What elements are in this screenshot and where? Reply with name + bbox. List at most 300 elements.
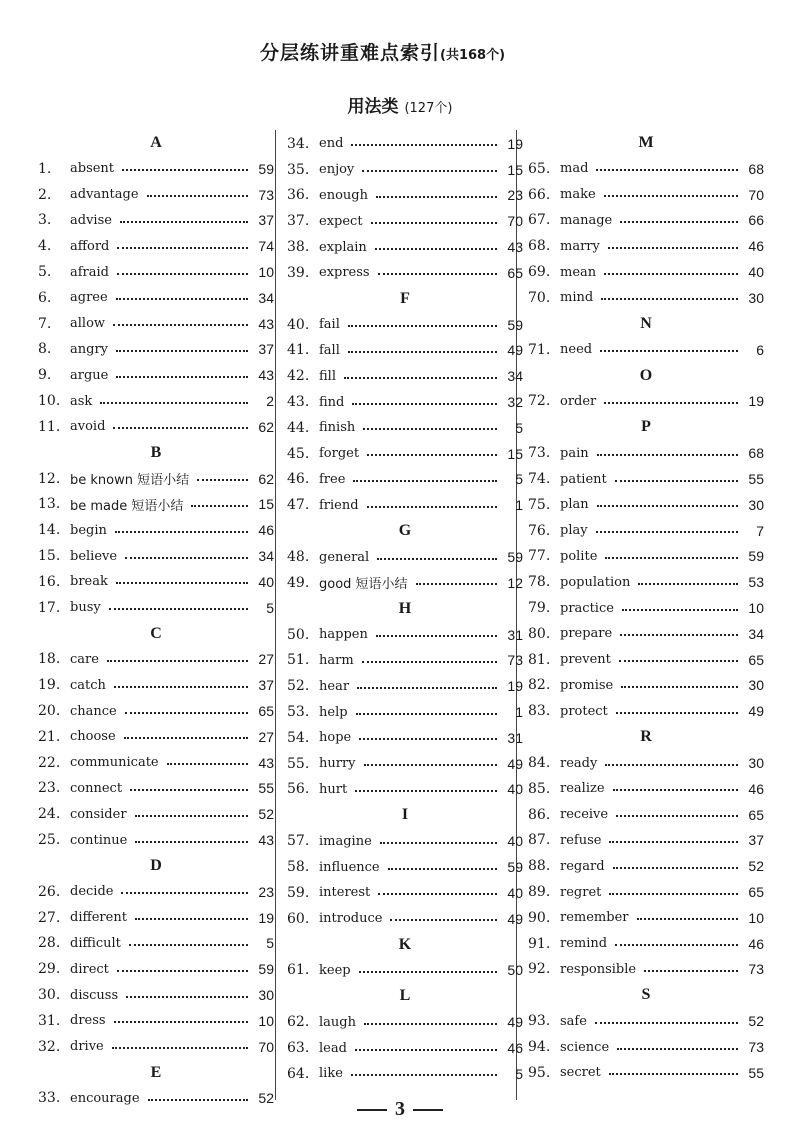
entry-word: happen [319,627,368,643]
entry-word: hope [319,730,352,746]
entry-number: 8. [38,341,52,358]
dot-leader [117,272,248,275]
entry-word: marry [560,238,600,254]
index-entry [287,673,523,699]
entry-word: expect [319,213,363,229]
index-entry [287,312,523,338]
index-entry [528,931,764,957]
letter-heading: I [401,806,409,824]
entry-number: 6. [38,289,52,306]
entry-page-number: 15 [507,161,523,178]
entry-page-number: 19 [507,678,523,695]
index-entry [528,595,764,621]
entry-page-number: 40 [507,884,523,901]
entry-number: 54. [287,729,310,746]
entry-number: 88. [528,858,551,875]
entry-page-number: 43 [258,367,274,384]
dot-leader [351,1073,497,1076]
entry-number: 18. [38,651,61,668]
index-entry [528,156,764,182]
index-entry [38,750,274,776]
entry-word: responsible [560,961,637,977]
dot-leader [619,659,738,662]
entry-word: busy [70,600,101,616]
index-column-1 [38,130,274,1111]
index-entry [287,1009,523,1035]
entry-page-number: 19 [258,909,274,926]
entry-word: need [560,342,593,358]
index-entry [38,492,274,518]
entry-number: 42. [287,368,310,385]
entry-word: pain [560,445,589,461]
entry-word: remind [560,936,608,952]
entry-page-number: 55 [748,471,764,488]
index-column-2 [287,131,523,1087]
index-entry [528,1034,764,1060]
entry-word: plan [560,497,589,513]
entry-page-number: 59 [507,549,523,566]
entry-word: connect [70,780,123,796]
entry-word: prevent [560,652,611,668]
entry-word: patient [560,471,607,487]
entry-number: 57. [287,833,310,850]
entry-word: encourage [70,1090,140,1106]
dot-leader [597,453,738,456]
index-entry [528,698,764,724]
index-entry [38,311,274,337]
entry-page-number: 1 [515,704,523,721]
dot-leader [601,297,738,300]
index-entry [38,388,274,414]
entry-page-number: 6 [756,341,764,358]
entry-word: imagine [319,833,372,849]
section-title [0,92,800,117]
entry-page-number: 37 [258,212,274,229]
entry-page-number: 40 [258,573,274,590]
entry-number: 71. [528,341,551,358]
entry-page-number: 30 [748,289,764,306]
index-entry [38,879,274,905]
index-entry [528,828,764,854]
index-entry [287,544,523,570]
entry-word: avoid [70,419,106,435]
entry-number: 58. [287,859,310,876]
entry-word: end [319,136,344,152]
index-entry [528,208,764,234]
entry-number: 76. [528,522,551,539]
entry-number: 26. [38,883,61,900]
letter-heading: N [640,314,652,332]
entry-page-number: 70 [258,1038,274,1055]
entry-page-number: 5 [266,935,274,952]
index-entry [528,285,764,311]
entry-page-number: 12 [507,574,523,591]
entry-word: lead [319,1040,347,1056]
entry-word: choose [70,729,116,745]
entry-page-number: 46 [748,238,764,255]
entry-word: promise [560,677,614,693]
dot-leader [112,1046,248,1049]
entry-word: believe [70,548,118,564]
entry-word: introduce [319,911,383,927]
entry-number: 64. [287,1065,310,1082]
entry-number: 34. [287,135,310,152]
index-entry [528,440,764,466]
index-entry [287,131,523,157]
dot-leader [114,685,248,688]
letter-heading: G [398,522,412,540]
dot-leader [113,426,248,429]
index-entry [287,725,523,751]
entry-page-number: 40 [507,833,523,850]
dot-leader [125,711,248,714]
index-entry [287,492,523,518]
index-entry [287,906,523,932]
entry-number: 48. [287,549,310,566]
entry-page-number: 34 [258,548,274,565]
entry-number: 85. [528,780,551,797]
entry-number: 17. [38,599,61,616]
index-entry [528,673,764,699]
letter-heading: A [150,134,162,151]
entry-page-number: 31 [507,729,523,746]
entry-page-number: 15 [507,445,523,462]
dot-leader [362,169,497,172]
dot-leader [604,194,738,197]
entry-page-number: 55 [258,780,274,797]
dot-leader [609,1072,738,1075]
dot-leader [114,1020,248,1023]
dot-leader [616,711,738,714]
index-entry [528,776,764,802]
entry-number: 14. [38,522,61,539]
index-entry [528,802,764,828]
entry-number: 16. [38,573,61,590]
entry-number: 29. [38,961,61,978]
dot-leader [609,840,738,843]
entry-word: chance [70,703,117,719]
dot-leader [355,789,497,792]
entry-number: 20. [38,703,61,720]
dot-leader [348,350,497,353]
index-entry [528,466,764,492]
dot-leader [617,1047,738,1050]
entry-word: hurt [319,781,348,797]
entry-word: play [560,523,588,539]
entry-word: laugh [319,1014,356,1030]
entry-number: 15. [38,548,61,565]
entry-page-number: 49 [748,703,764,720]
entry-number: 52. [287,678,310,695]
section-title-text: 用法类 [347,97,399,117]
dot-leader [353,479,497,482]
title-text: 分层练讲重难点索引 [260,42,441,64]
entry-page-number: 70 [507,213,523,230]
entry-word: protect [560,703,608,719]
entry-number: 51. [287,652,310,669]
index-entry [38,337,274,363]
index-entry [287,183,523,209]
entry-number: 30. [38,987,61,1003]
entry-word: safe [560,1013,587,1029]
index-entry [528,853,764,879]
letter-heading: O [639,366,653,384]
index-entry [38,801,274,827]
dot-leader [367,453,497,456]
entry-page-number: 55 [748,1064,764,1081]
entry-number: 27. [38,909,61,926]
entry-word: prepare [560,626,613,642]
entry-page-number: 31 [507,626,523,643]
index-entry [38,595,274,621]
index-entry [38,259,274,285]
entry-number: 73. [528,445,551,462]
dot-leader [117,969,248,972]
entry-page-number: 40 [507,781,523,798]
dot-leader [135,840,248,843]
entry-number: 79. [528,600,551,617]
entry-word: find [319,394,345,410]
dot-leader [376,195,497,198]
entry-page-number: 23 [507,187,523,204]
entry-word: continue [70,832,128,848]
entry-word: begin [70,522,107,538]
index-entry [528,389,764,415]
letter-heading: F [400,289,410,307]
entry-word: good 短语小结 [319,577,408,593]
entry-number: 74. [528,471,551,488]
entry-number: 43. [287,394,310,411]
entry-page-number: 34 [258,289,274,306]
entry-word: break [70,574,108,590]
index-entry [38,956,274,982]
entry-word: science [560,1039,610,1055]
entry-number: 31. [38,1012,61,1029]
dot-leader [135,814,248,817]
entry-number: 46. [287,471,310,488]
entry-page-number: 49 [507,342,523,359]
entry-page-number: 43 [258,315,274,332]
entry-word: enjoy [319,162,355,178]
entry-word: decide [70,884,114,900]
entry-word: absent [70,161,115,177]
dot-leader [356,712,497,715]
entry-page-number: 7 [756,522,764,539]
dot-leader [357,686,497,689]
entry-number: 84. [528,755,551,772]
entry-number: 23. [38,780,61,797]
entry-page-number: 43 [258,832,274,849]
dot-leader [130,788,248,791]
index-entry [528,569,764,595]
dot-leader [615,943,738,946]
entry-page-number: 74 [258,238,274,255]
entry-number: 65. [528,160,551,177]
dot-leader [117,246,248,249]
entry-number: 3. [38,212,52,229]
entry-word: harm [319,652,354,668]
entry-page-number: 59 [258,961,274,978]
entry-page-number: 59 [748,548,764,565]
index-entry [38,233,274,259]
dot-leader [377,557,497,560]
index-entry [38,672,274,698]
entry-word: regret [560,884,602,900]
entry-word: like [319,1066,343,1082]
entry-number: 69. [528,264,551,281]
entry-number: 49. [287,574,310,591]
entry-page-number: 50 [507,962,523,979]
entry-number: 83. [528,703,551,720]
letter-heading: E [150,1063,162,1081]
entry-number: 89. [528,884,551,901]
dot-leader [416,582,497,585]
entry-number: 24. [38,806,61,823]
index-entry [38,905,274,931]
dot-leader [613,866,738,869]
entry-page-number: 34 [507,368,523,385]
index-entry [528,182,764,208]
entry-page-number: 27 [258,651,274,668]
dot-leader [116,349,248,352]
title-total-count: (共168个) [440,48,506,63]
entry-number: 1. [38,160,52,177]
entry-number: 41. [287,342,310,359]
entry-word: regard [560,858,605,874]
dot-leader [120,220,248,223]
letter-heading: H [398,599,412,617]
index-entry [287,363,523,389]
dot-leader [364,1022,497,1025]
letter-heading: M [638,134,654,151]
entry-page-number: 73 [748,961,764,978]
entry-word: fail [319,317,340,333]
entry-page-number: 65 [258,703,274,720]
dot-leader [126,995,248,998]
index-entry [38,543,274,569]
entry-number: 32. [38,1038,61,1055]
letter-heading: K [398,935,412,953]
dot-leader [115,530,248,533]
dot-leader [113,323,248,326]
dot-leader [147,194,248,197]
index-entry [38,1034,274,1060]
entry-page-number: 68 [748,445,764,462]
index-entry [287,622,523,648]
entry-word: afford [70,238,110,254]
entry-page-number: 30 [748,755,764,772]
page-footer [0,1098,800,1121]
entry-word: influence [319,859,380,875]
entry-page-number: 10 [748,909,764,926]
entry-page-number: 5 [515,1065,523,1082]
entry-number: 68. [528,238,551,255]
entry-number: 77. [528,548,551,565]
entry-number: 86. [528,806,551,823]
dot-leader [604,272,738,275]
entry-word: angry [70,341,109,357]
dot-leader [597,504,738,507]
dot-leader [116,581,248,584]
entry-page-number: 30 [748,677,764,694]
entry-number: 35. [287,161,310,178]
entry-page-number: 43 [507,239,523,256]
entry-page-number: 19 [507,135,523,152]
dot-leader [197,478,248,481]
entry-page-number: 43 [258,754,274,771]
dot-leader [107,659,248,662]
index-entry [287,854,523,880]
dot-leader [364,763,497,766]
entry-word: refuse [560,832,602,848]
entry-number: 92. [528,961,551,978]
entry-number: 55. [287,755,310,772]
entry-page-number: 49 [507,755,523,772]
index-entry [287,828,523,854]
entry-page-number: 49 [507,910,523,927]
entry-word: direct [70,961,109,977]
dot-leader [390,918,497,921]
entry-page-number: 34 [748,625,764,642]
entry-word: mad [560,161,589,177]
entry-number: 87. [528,832,551,849]
entry-word: fill [319,368,336,384]
entry-word: make [560,187,596,203]
entry-page-number: 1 [515,497,523,514]
index-entry [38,414,274,440]
entry-word: communicate [70,755,159,771]
index-entry [287,157,523,183]
dot-leader [388,867,497,870]
index-entry [38,362,274,388]
index-entry [38,982,274,1008]
entry-page-number: 65 [748,884,764,901]
dot-leader [380,841,497,844]
dot-leader [609,892,738,895]
entry-word: hurry [319,756,356,772]
letter-heading: P [641,418,651,436]
entry-page-number: 59 [507,859,523,876]
entry-number: 78. [528,574,551,591]
dot-leader [621,685,738,688]
entry-word: argue [70,367,109,383]
entry-number: 93. [528,1013,551,1030]
index-entry [287,260,523,286]
dot-leader [644,969,738,972]
dot-leader [116,297,248,300]
entry-number: 44. [287,419,310,436]
entry-page-number: 49 [507,1014,523,1031]
entry-number: 61. [287,962,310,979]
section-count: (127个) [404,101,453,116]
index-entry [528,492,764,518]
index-entry [38,517,274,543]
index-entry [287,958,523,984]
index-entry [528,233,764,259]
dot-leader [129,943,248,946]
index-entry [38,827,274,853]
index-entry [528,337,764,363]
entry-page-number: 5 [266,599,274,616]
index-entry [38,776,274,802]
index-entry [38,698,274,724]
index-entry [287,415,523,441]
entry-word: difficult [70,935,121,951]
entry-number: 28. [38,935,61,952]
entry-page-number: 10 [258,264,274,281]
dot-leader [362,660,497,663]
entry-page-number: 19 [748,393,764,410]
